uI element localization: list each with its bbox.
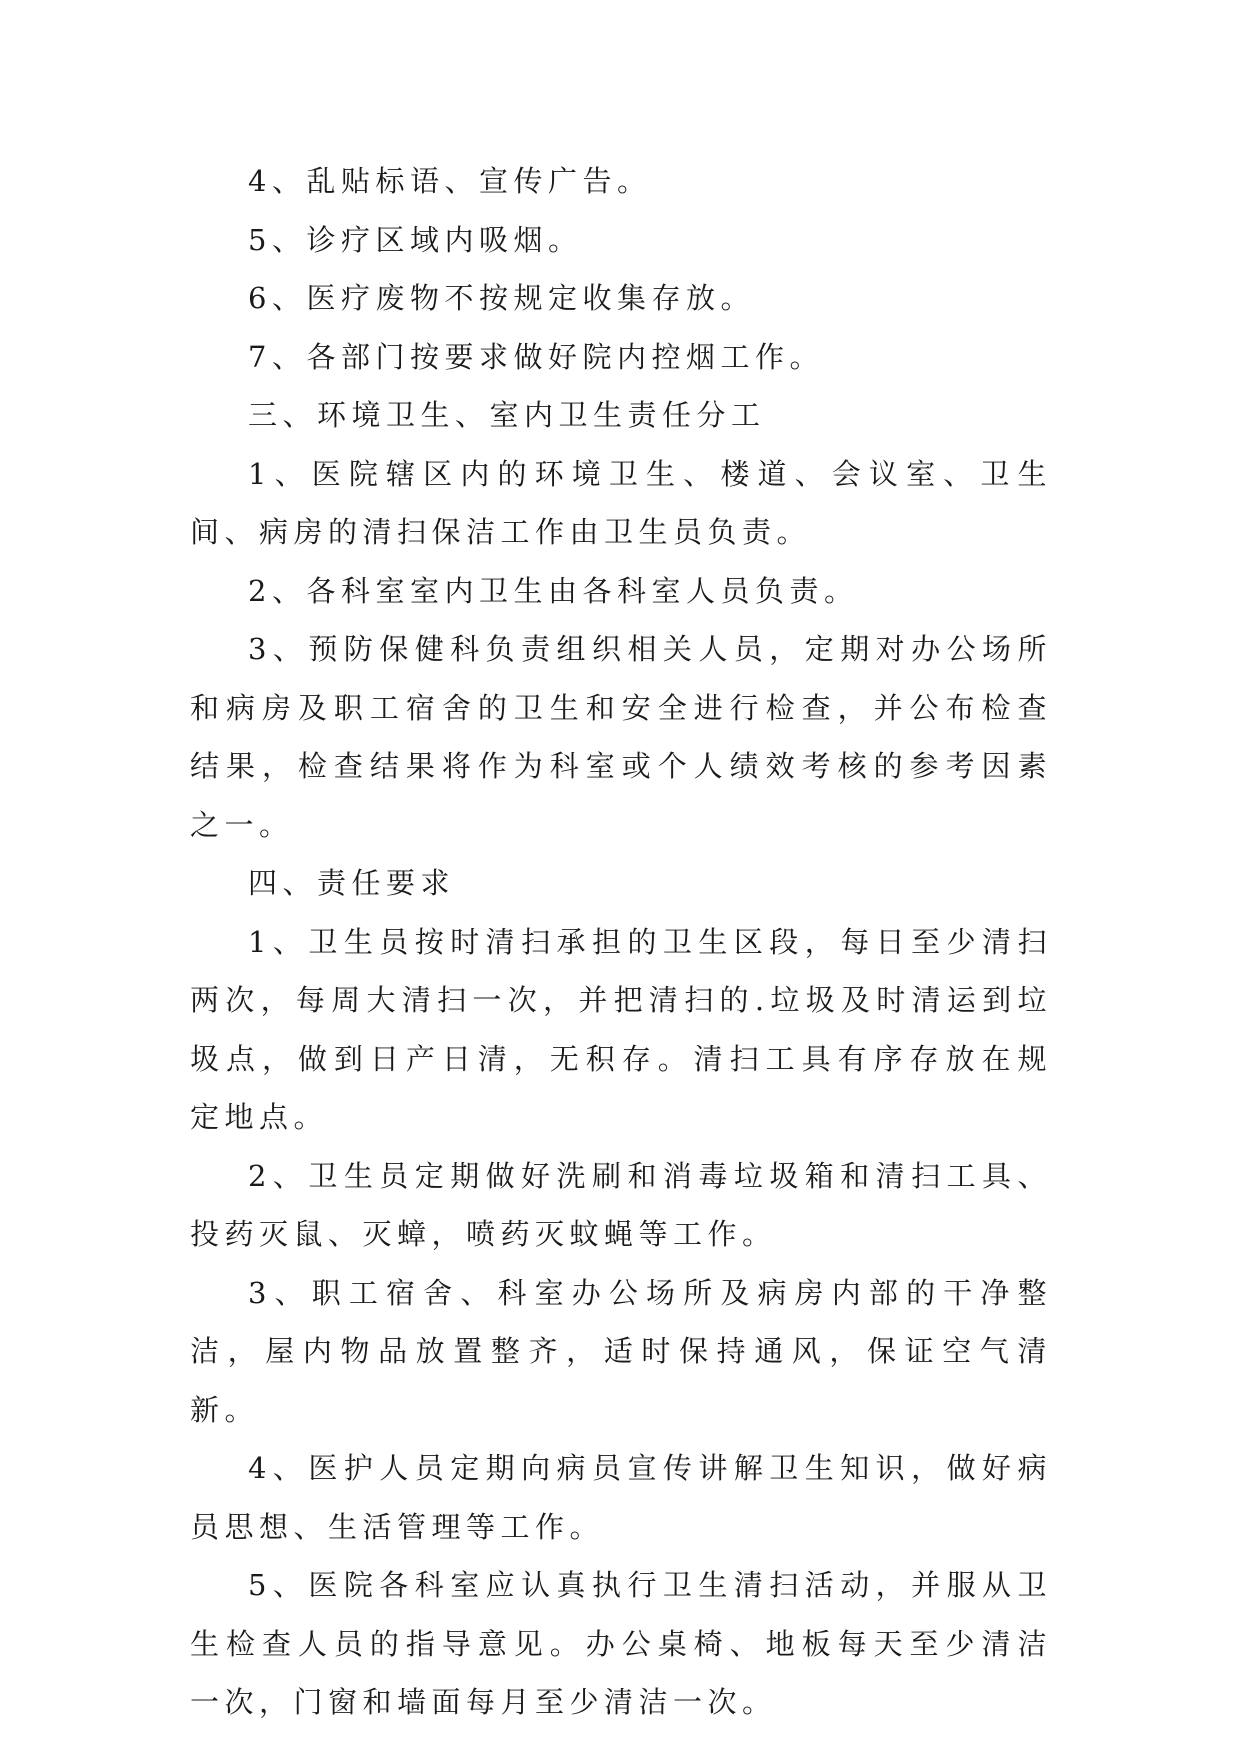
- paragraph-duty-3: 3、预防保健科负责组织相关人员，定期对办公场所和病房及职工宿舍的卫生和安全进行检查，并公布检查结果，检查结果将作为科室或个人绩效考核的参考因素之一。: [190, 632, 1052, 842]
- paragraph-requirement-5: 5、医院各科室应认真执行卫生清扫活动，并服从卫生检查人员的指导意见。办公桌椅、地板每天至少清洁一次，门窗和墙面每月至少清洁一次。: [190, 1568, 1052, 1719]
- document-body: [190, 152, 1052, 1732]
- section-heading-4: 四、责任要求: [248, 866, 456, 900]
- paragraph-item-6: 6、医疗废物不按规定收集存放。: [248, 281, 755, 315]
- section-heading-3: 三、环境卫生、室内卫生责任分工: [248, 398, 766, 432]
- paragraph-duty-2: 2、各科室室内卫生由各科室人员负责。: [248, 573, 859, 608]
- paragraph-requirement-4: 4、医护人员定期向病员宣传讲解卫生知识，做好病员思想、生活管理等工作。: [190, 1451, 1052, 1544]
- paragraph-requirement-3: 3、职工宿舍、科室办公场所及病房内部的干净整洁，屋内物品放置整齐，适时保持通风，保证空气清新。: [190, 1275, 1052, 1427]
- paragraph-requirement-2: 2、卫生员定期做好洗刷和消毒垃圾箱和清扫工具、投药灭鼠、灭蟑，喷药灭蚊蝇等工作。: [190, 1158, 1052, 1251]
- paragraph-item-7: 7、各部门按要求做好院内控烟工作。: [248, 339, 824, 374]
- paragraph-item-4: 4、乱贴标语、宣传广告。: [248, 164, 652, 198]
- paragraph-item-5: 5、诊疗区域内吸烟。: [248, 222, 583, 257]
- paragraph-requirement-1: 1、卫生员按时清扫承担的卫生区段，每日至少清扫两次，每周大清扫一次，并把清扫的.垃圾及时清运到垃圾点，做到日产日清，无积存。清扫工具有序存放在规定地点。: [190, 924, 1052, 1134]
- paragraph-duty-1: 1、医院辖区内的环境卫生、楼道、会议室、卫生间、病房的清扫保洁工作由卫生员负责。: [190, 456, 1052, 549]
